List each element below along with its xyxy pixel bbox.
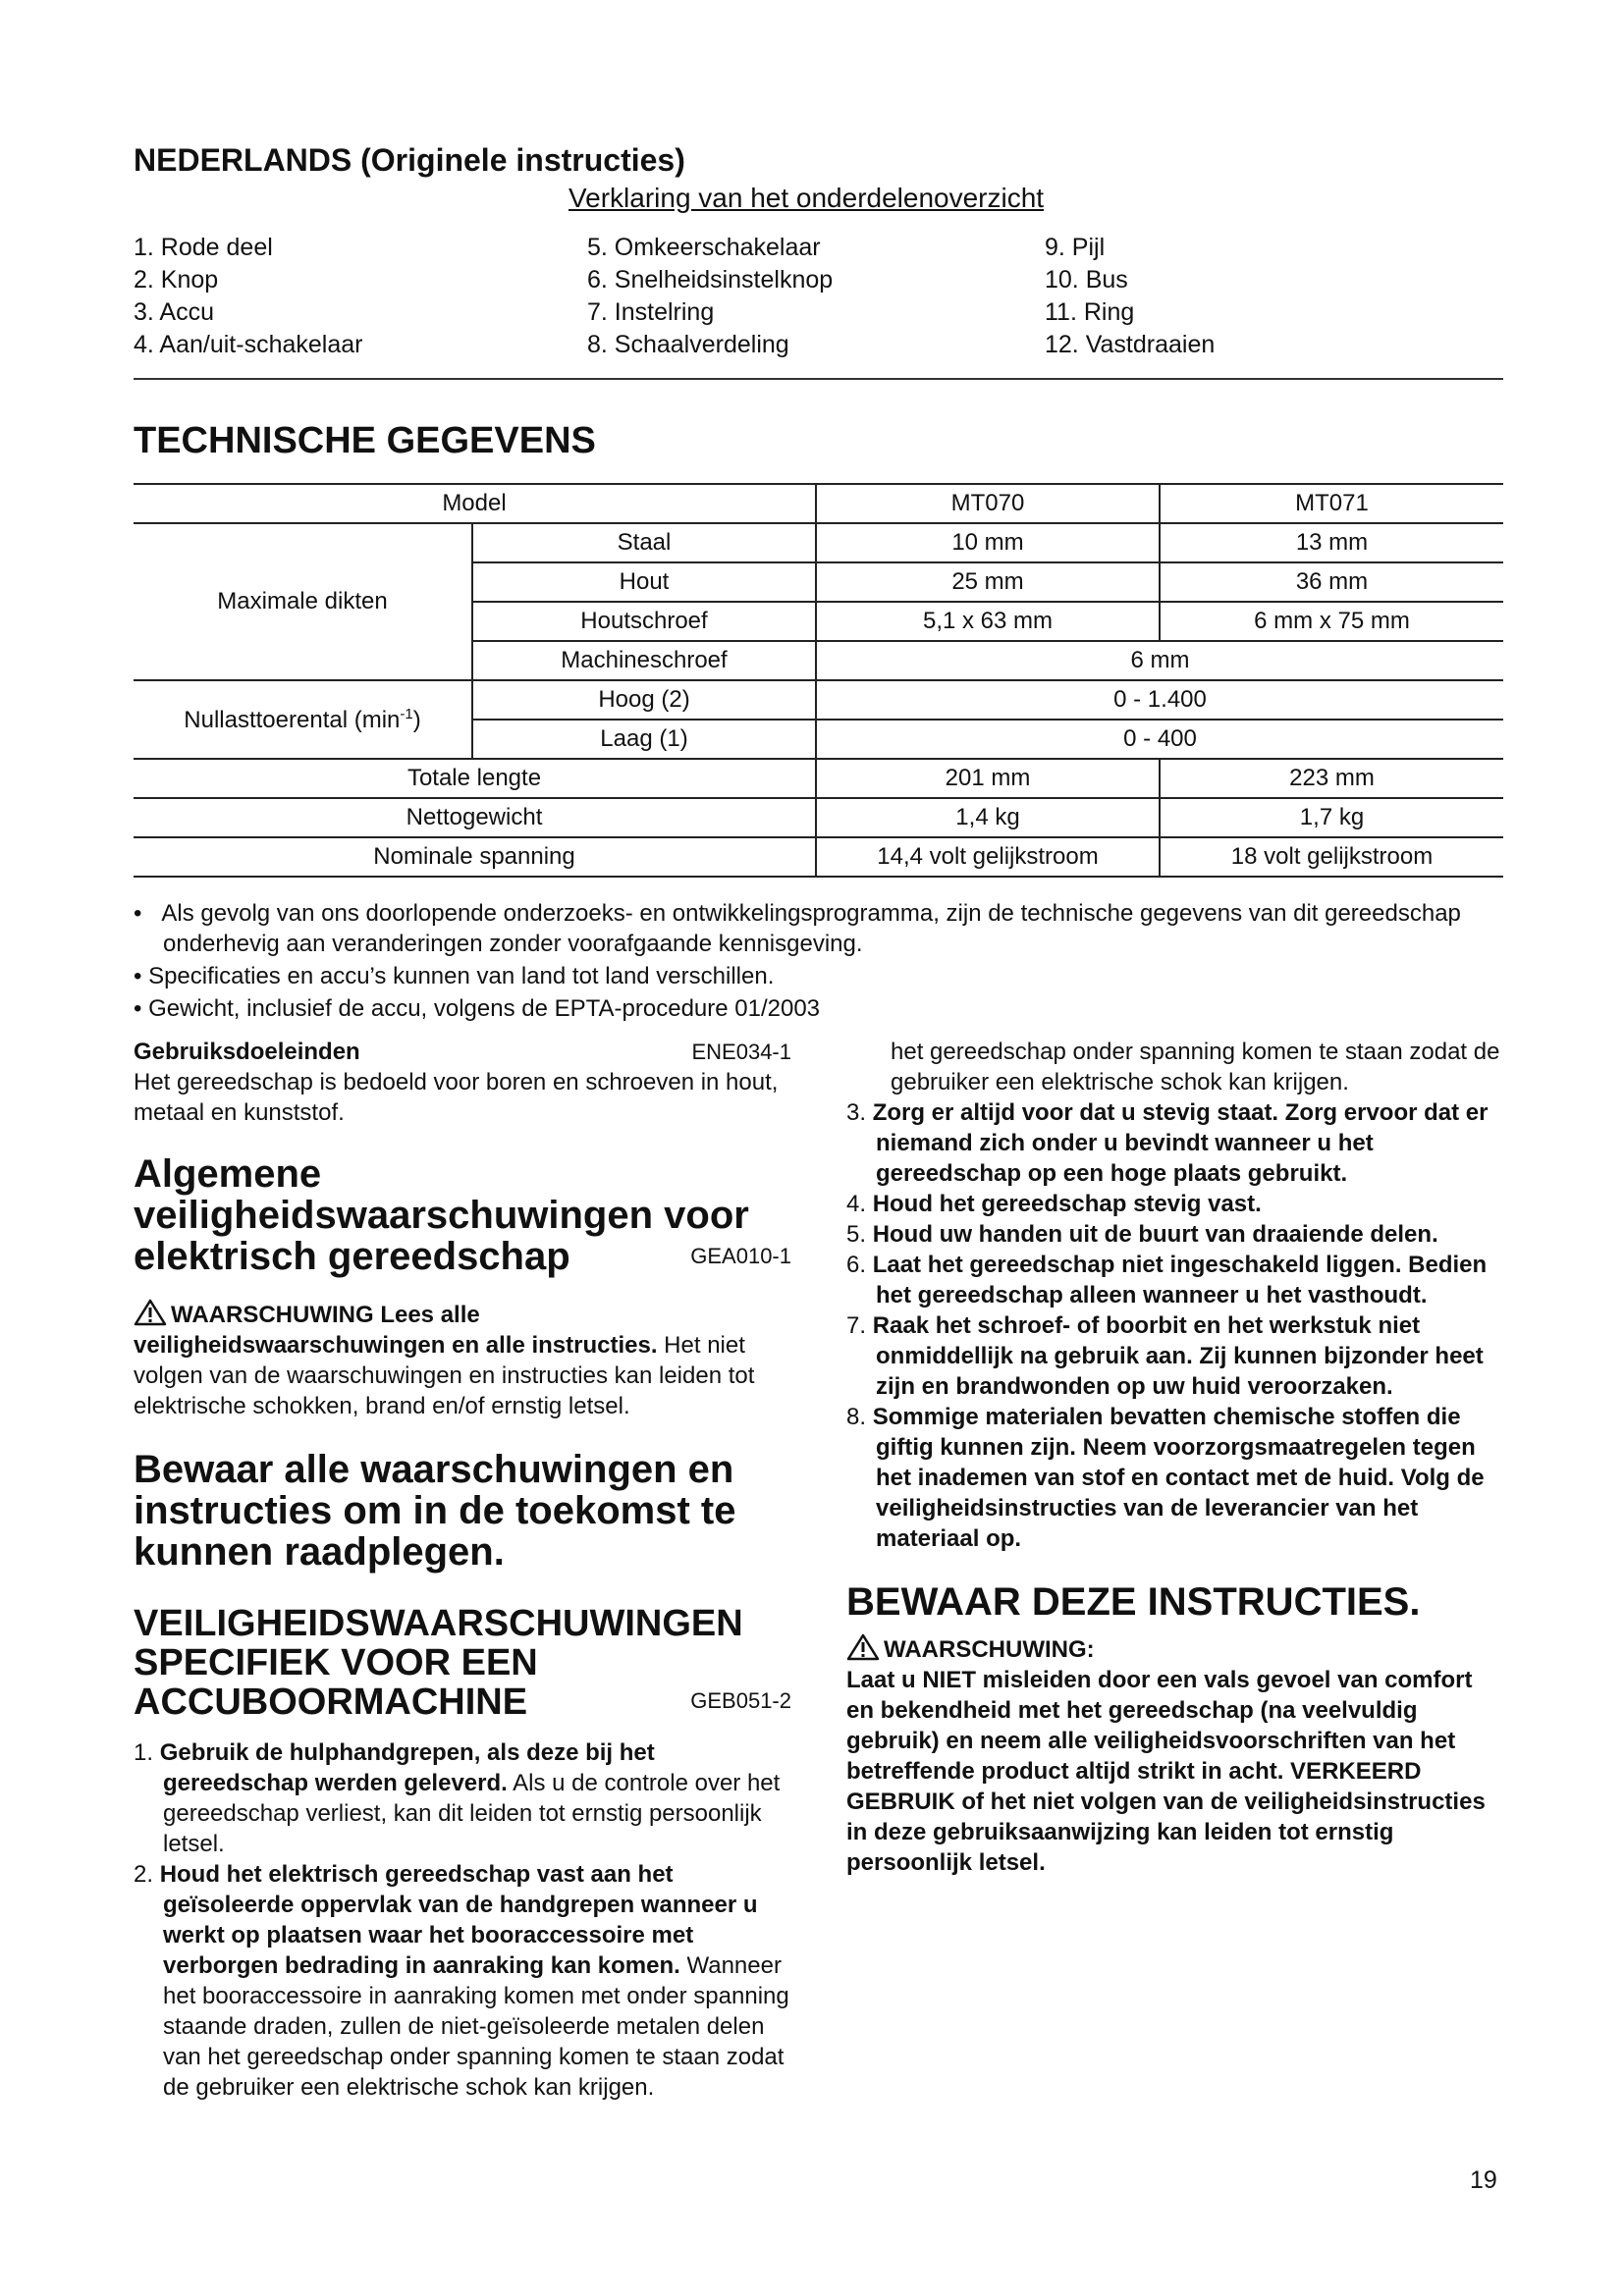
length-label: Totale lengte — [134, 759, 816, 798]
list-item: 3. Zorg er altijd voor dat u stevig staat. Zorg ervoor dat er niemand zich onder u bevindt wanneer u het gereedschap op een hoge plaats gebruikt. — [846, 1099, 1489, 1187]
woodscrew-1: 5,1 x 63 mm — [816, 602, 1160, 641]
list-item: 2. Houd het elektrisch gereedschap vast aan het geïsoleerde oppervlak van de handgrepen wanneer u werkt op plaatsen waar het booraccessoire met verborgen bedrading in aanraking kan komen. Wanneer het booraccessoire in aanraking komen met onder spanning staande draden, zullen de niet-geïsoleerde metalen delen van het gereedschap onder spanning komen te staan zodat de gebruiker een elektrische schok kan krijgen. — [134, 1861, 789, 2101]
machscrew-label: Machineschroef — [472, 641, 816, 680]
part-item: 5. Omkeerschakelaar — [587, 234, 821, 261]
machscrew-value: 6 mm — [816, 641, 1503, 680]
general-section — [134, 1153, 791, 1277]
table-row — [134, 837, 1503, 877]
wood-label: Hout — [472, 562, 816, 602]
list-item: 7. Raak het schroef- of boorbit en het werkstuk niet onmiddellijk na gebruik aan. Zij kunnen bijzonder heet zijn en brandwonden op uw huid veroorzaken. — [846, 1312, 1484, 1400]
language-heading: NEDERLANDS (Originele instructies) — [134, 142, 685, 178]
model-1: MT070 — [816, 484, 1160, 523]
part-item: 12. Vastdraaien — [1045, 331, 1216, 358]
parts-column-1 — [134, 232, 362, 361]
table-row — [134, 798, 1503, 837]
save-warning-text: Laat u NIET misleiden door een vals gevoel van comfort en bekendheid met het gereedschap (na veelvuldig gebruik) en neem alle veiligheidsvoorschriften van het betreffende product altijd strikt in acht. VERKEERD GEBRUIK of het niet volgen van de veiligheidsinstructies in deze gebruiksaanwijzing kan leiden tot ernstig persoonlijk letsel. — [846, 1667, 1486, 1876]
rule-2-continued: het gereedschap onder spanning komen te staan zodat de gebruiker een elektrische schok kan krijgen. — [891, 1039, 1500, 1095]
max-label: Maximale dikten — [134, 523, 472, 680]
table-row — [134, 680, 1503, 720]
length-1: 201 mm — [816, 759, 1160, 798]
general-warning: WAARSCHUWING Lees alle veiligheidswaarschuwingen en alle instructies. Het niet volgen van de waarschuwingen en instructies kan leiden tot elektrische schokken, brand en/of ernstig letsel. — [134, 1299, 791, 1421]
note-item: • Gewicht, inclusief de accu, volgens de EPTA-procedure 01/2003 — [134, 995, 821, 1022]
right-column — [846, 1037, 1504, 1878]
note-item: • Specificaties en accu’s kunnen van land tot land verschillen. — [134, 963, 775, 989]
keep-title: Bewaar alle waarschuwingen en instructies om in de toekomst te kunnen raadplegen. — [134, 1448, 736, 1574]
save-warning-label: WAARSCHUWING: — [846, 1633, 1504, 1665]
general-code: GEA010-1 — [690, 1244, 791, 1268]
weight-2: 1,7 kg — [1160, 798, 1503, 837]
table-row — [134, 759, 1503, 798]
use-header — [134, 1037, 791, 1067]
weight-label: Nettogewicht — [134, 798, 816, 837]
voltage-label: Nominale spanning — [134, 837, 816, 877]
length-2: 223 mm — [1160, 759, 1503, 798]
use-title: Gebruiksdoeleinden — [134, 1039, 360, 1065]
warning-icon — [134, 1299, 167, 1326]
spec-table — [134, 483, 1503, 878]
list-item: 4. Houd het gereedschap stevig vast. — [846, 1191, 1262, 1217]
spec-notes — [134, 898, 1503, 1026]
low-value: 0 - 400 — [816, 720, 1503, 759]
use-text: Het gereedschap is bedoeld voor boren en schroeven in hout, metaal en kunststof. — [134, 1069, 779, 1126]
left-column — [134, 1037, 791, 2101]
low-label: Laag (1) — [472, 720, 816, 759]
voltage-2: 18 volt gelijkstroom — [1160, 837, 1503, 877]
parts-title: Verklaring van het onderdelenoverzicht — [568, 183, 1045, 213]
specific-code: GEB051-2 — [690, 1688, 791, 1713]
specific-section — [134, 1604, 791, 1722]
steel-2: 13 mm — [1160, 523, 1503, 562]
wood-1: 25 mm — [816, 562, 1160, 602]
wood-2: 36 mm — [1160, 562, 1503, 602]
use-code: ENE034-1 — [691, 1040, 791, 1064]
high-label: Hoog (2) — [472, 680, 816, 720]
part-item: 11. Ring — [1045, 298, 1135, 326]
tech-title: TECHNISCHE GEGEVENS — [134, 420, 596, 461]
part-item: 3. Accu — [134, 298, 214, 326]
list-item: 8. Sommige materialen bevatten chemische stoffen die giftig kunnen zijn. Neem voorzorgsmaatregelen tegen het inademen van stof en contact met de huid. Volg de veiligheidsinstructies van de leverancier van het materiaal op. — [846, 1404, 1485, 1552]
warning-icon — [846, 1633, 880, 1661]
part-item: 1. Rode deel — [134, 234, 273, 261]
note-item: • Als gevolg van ons doorlopende onderzoeks- en ontwikkelingsprogramma, zijn de technische gegevens van dit gereedschap onderhevig aan veranderingen zonder voorafgaande kennisgeving. — [134, 900, 1461, 957]
woodscrew-2: 6 mm x 75 mm — [1160, 602, 1503, 641]
part-item: 7. Instelring — [587, 298, 715, 326]
model-label: Model — [134, 484, 816, 523]
list-item: 6. Laat het gereedschap niet ingeschakeld liggen. Bedien het gereedschap alleen wanneer u het vasthoudt. — [846, 1252, 1488, 1308]
voltage-1: 14,4 volt gelijkstroom — [816, 837, 1160, 877]
woodscrew-label: Houtschroef — [472, 602, 816, 641]
weight-1: 1,4 kg — [816, 798, 1160, 837]
steel-1: 10 mm — [816, 523, 1160, 562]
high-value: 0 - 1.400 — [816, 680, 1503, 720]
table-row — [134, 484, 1503, 523]
parts-column-3 — [1045, 232, 1215, 361]
part-item: 9. Pijl — [1045, 234, 1106, 261]
table-row — [134, 523, 1503, 562]
save-title: BEWAAR DEZE INSTRUCTIES. — [846, 1580, 1421, 1624]
page-number: 19 — [1470, 2166, 1497, 2194]
part-item: 10. Bus — [1045, 266, 1128, 294]
parts-column-2 — [587, 232, 833, 361]
model-2: MT071 — [1160, 484, 1503, 523]
steel-label: Staal — [472, 523, 816, 562]
rules-list-left — [134, 1737, 791, 2101]
specific-title: VEILIGHEIDSWAARSCHUWINGEN SPECIFIEK VOOR EEN ACCUBOORMACHINE — [134, 1603, 743, 1723]
divider — [134, 378, 1503, 380]
list-item: 1. Gebruik de hulphandgrepen, als deze bij het gereedschap werden geleverd. Als u de controle over het gereedschap verliest, kan dit leiden tot ernstig persoonlijk letsel. — [134, 1739, 781, 1857]
part-item: 6. Snelheidsinstelknop — [587, 266, 834, 294]
noload-label: Nullasttoerental $(\min^{-1})$ — [134, 680, 472, 759]
part-item: 8. Schaalverdeling — [587, 331, 789, 358]
part-item: 2. Knop — [134, 266, 219, 294]
list-item: 5. Houd uw handen uit de buurt van draaiende delen. — [846, 1221, 1438, 1248]
part-item: 4. Aan/uit-schakelaar — [134, 331, 363, 358]
general-title: Algemene veiligheidswaarschuwingen voor elektrisch gereedschap — [134, 1152, 749, 1278]
